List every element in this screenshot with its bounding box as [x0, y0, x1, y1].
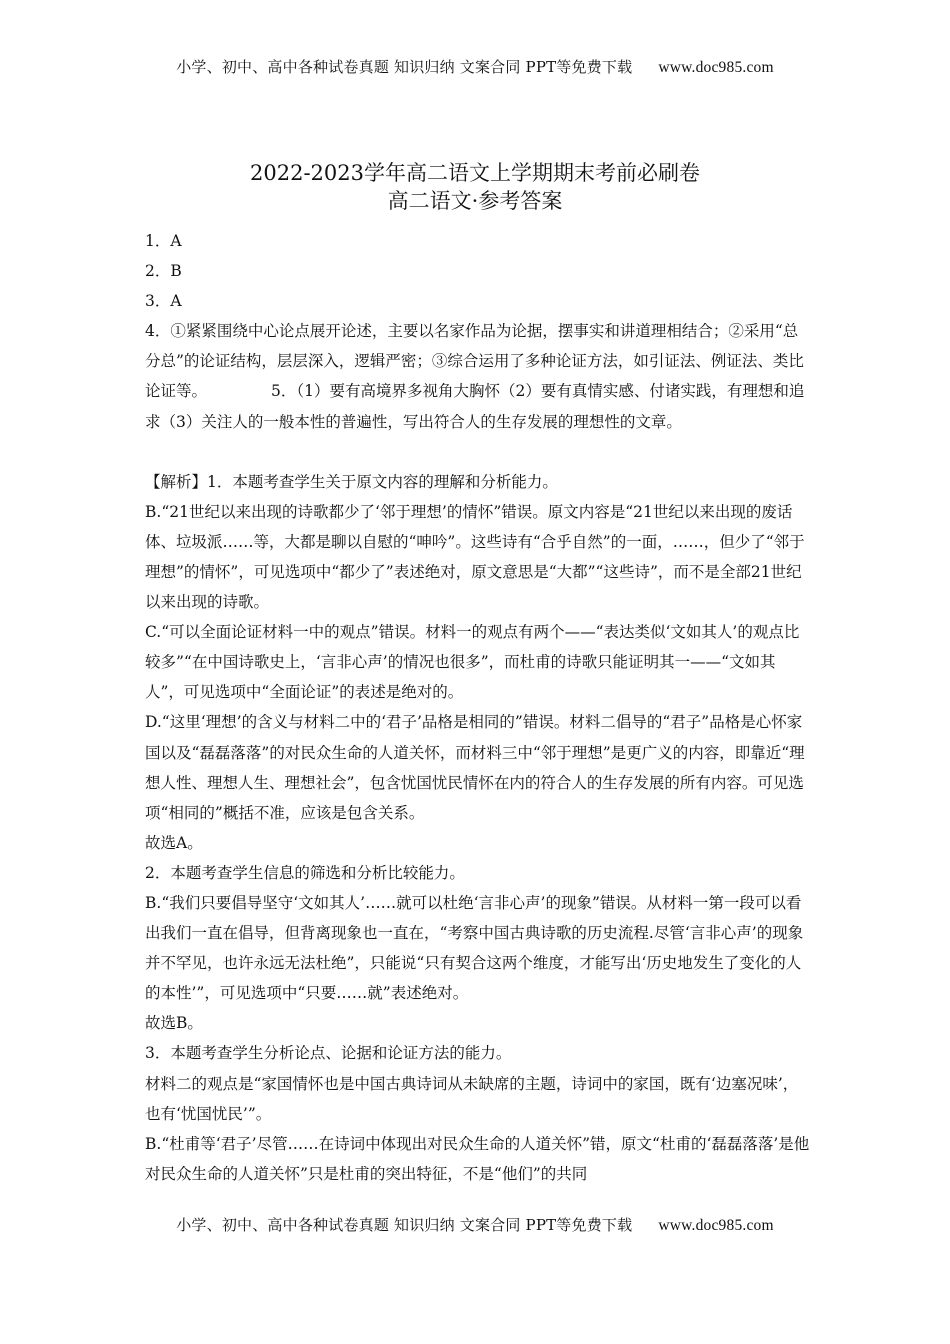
header-site-link[interactable]: www.doc985.com — [658, 59, 774, 76]
analysis-1-option-c: C.“可以全面论证材料一中的观点”错误。材料一的观点有两个——“表达类似‘文如其人’的观点比较多”“在中国诗歌史上，‘言非心声’的情况也很多”，而杜甫的诗歌只能证明其一——“文如其人”，可见选项中“全面论证”的表述是绝对的。 — [145, 623, 800, 702]
analysis-1-option-b: B.“21世纪以来出现的诗歌都少了‘邻于理想’的情怀”错误。原文内容是“21世纪以来出现的废话体、垃圾派……等，大都是聊以自慰的“呻吟”。这些诗有“合乎自然”的一面，……，但少了“邻于理想”的情怀”，可见选项中“都少了”表述绝对，原文意思是“大都”“这些诗”，而不是全部21世纪以来出现的诗歌。 — [145, 502, 805, 612]
answer-2: 2．B — [145, 262, 182, 281]
analysis-2-conclusion: 故选B。 — [145, 1014, 203, 1033]
title-line-2: 高二语文·参考答案 — [387, 189, 563, 213]
page-header — [0, 56, 950, 77]
footer-text: 小学、初中、高中各种试卷真题 知识归纳 文案合同 PPT等免费下载 — [176, 1216, 633, 1234]
answer-4: 4．①紧紧围绕中心论点展开论述，主要以名家作品为论据，摆事实和讲道理相结合；②采用“总分总”的论证结构，层层深入，逻辑严密；③综合运用了多种论证方法，如引证法、例证法、类比论证等。 — [145, 322, 804, 401]
analysis-1-conclusion: 故选A。 — [145, 833, 203, 852]
footer-site-link[interactable]: www.doc985.com — [658, 1217, 774, 1234]
answer-5: 5．（1）要有高境界多视角大胸怀（2）要有真情实感、付诸实践，有理想和追求（3）关注人的一般本性的普遍性，写出符合人的生存发展的理想性的文章。 — [145, 382, 805, 431]
title-line-1: 2022-2023学年高二语文上学期期末考前必刷卷 — [250, 161, 700, 185]
header-text: 小学、初中、高中各种试卷真题 知识归纳 文案合同 PPT等免费下载 — [176, 58, 633, 76]
analysis-3-option-b: B.“杜甫等‘君子’尽管……在诗词中体现出对民众生命的人道关怀”错，原文“杜甫的‘磊磊落落’是他对民众生命的人道关怀”只是杜甫的突出特征，不是“他们”的共同 — [145, 1134, 810, 1183]
analysis-1-option-d: D.“这里‘理想’的含义与材料二中的‘君子’品格是相同的”错误。材料二倡导的“君子”品格是心怀家国以及“磊磊落落”的对民众生命的人道关怀，而材料三中“邻于理想”是更广义的内容，即靠近“理想人性、理想人生、理想社会”，包含忧国忧民情怀在内的符合人的生存发展的所有内容。可见选项“相同的”概括不准，应该是包含关系。 — [145, 713, 805, 822]
document-title — [0, 160, 950, 215]
answer-4-5 — [145, 316, 810, 436]
analysis-2-option-b: B.“我们只要倡导坚守‘文如其人’……就可以杜绝‘言非心声’的现象”错误。从材料一第一段可以看出我们一直在倡导，但背离现象也一直在，“考察中国古典诗歌的历史流程.尽管‘言非心声’的现象并不罕见，也许永远无法杜绝”，只能说“只有契合这两个维度，才能写出‘历史地发生了变化的人的本性’”，可见选项中“只要……就”表述绝对。 — [145, 893, 804, 1003]
analysis-heading-1: 【解析】1．本题考查学生关于原文内容的理解和分析能力。 — [145, 472, 558, 491]
document-body — [145, 226, 810, 1189]
answer-3: 3．A — [145, 292, 182, 311]
analysis-heading-3: 3．本题考查学生分析论点、论据和论证方法的能力。 — [145, 1044, 512, 1063]
analysis-3-viewpoint: 材料二的观点是“家国情怀也是中国古典诗词从未缺席的主题，诗词中的家国，既有‘边塞况味’，也有‘忧国忧民’”。 — [145, 1074, 799, 1123]
page-footer — [0, 1214, 950, 1235]
answer-1: 1．A — [145, 232, 182, 250]
analysis-heading-2: 2．本题考查学生信息的筛选和分析比较能力。 — [145, 863, 465, 882]
